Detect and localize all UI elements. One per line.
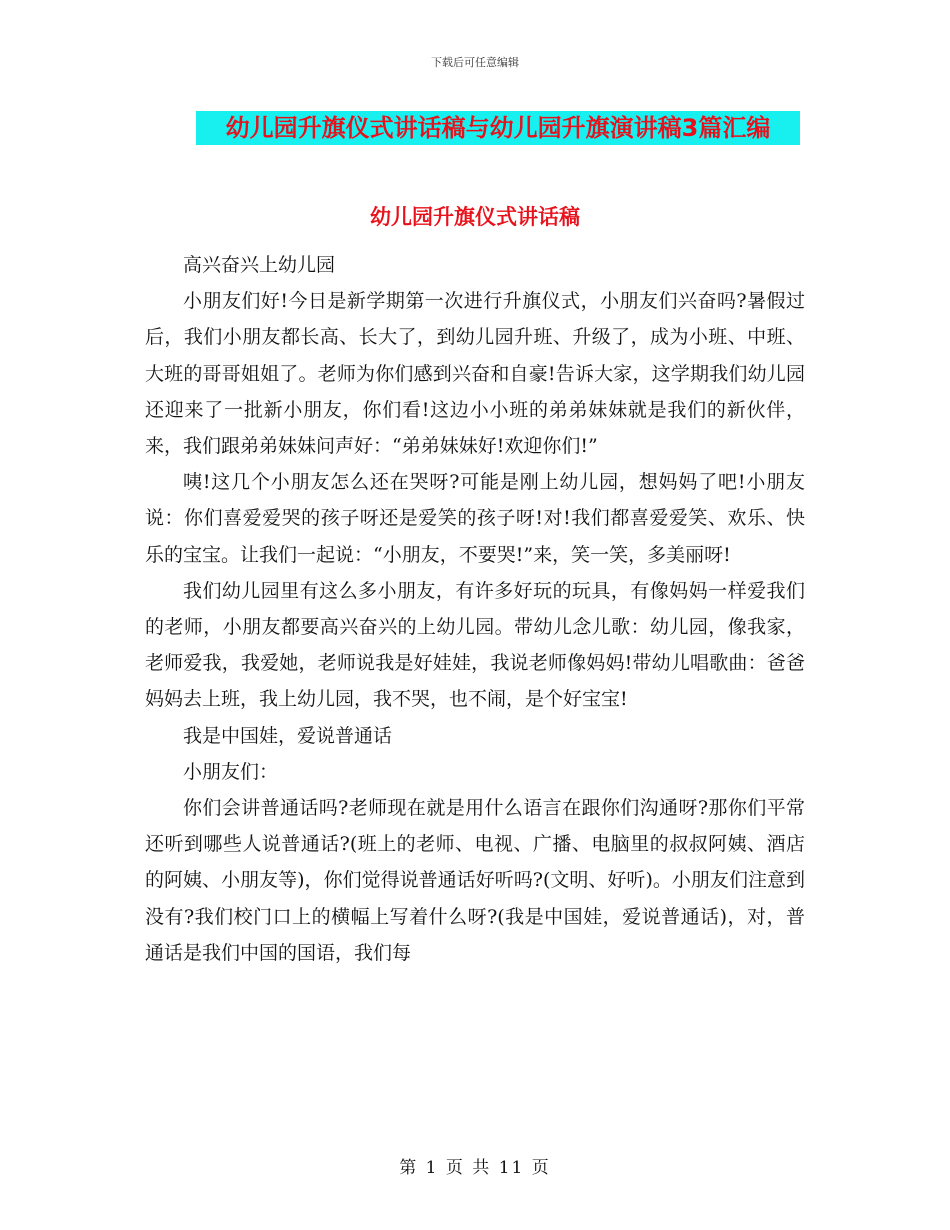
header-note: 下载后可任意编辑 — [431, 56, 519, 69]
paragraph: 你们会讲普通话吗?老师现在就是用什么语言在跟你们沟通呀?那你们平常还听到哪些人说普通话?(班上的老师、电视、广播、电脑里的叔叔阿姨、酒店的阿姨、小朋友等)，你们觉得说普通话好听吗?(文明、好听)。小朋友们注意到没有?我们校门口上的横幅上写着什么呀?(我是中国娃，爱说普通话)，对，普通话是我们中国的国语，我们每 — [145, 797, 805, 964]
paragraph: 我们幼儿园里有这么多小朋友，有许多好玩的玩具，有像妈妈一样爱我们的老师，小朋友都要高兴奋兴的上幼儿园。带幼儿念儿歌：幼儿园，像我家，老师爱我，我爱她，老师说我是好娃娃，我说老师像妈妈!带幼儿唱歌曲：爸爸妈妈去上班，我上幼儿园，我不哭，也不闹，是个好宝宝! — [145, 579, 805, 711]
paragraph: 小朋友们好!今日是新学期第一次进行升旗仪式，小朋友们兴奋吗?暑假过后，我们小朋友都长高、长大了，到幼儿园升班、升级了，成为小班、中班、大班的哥哥姐姐了。老师为你们感到兴奋和自豪!告诉大家，这学期我们幼儿园还迎来了一批新小朋友，你们看!这边小小班的弟弟妹妹就是我们的新伙伴，来，我们跟弟弟妹妹问声好：“弟弟妹妹好!欢迎你们!” — [145, 290, 805, 458]
page-number-footer: 第 1 页 共 11 页 — [399, 1158, 551, 1178]
paragraph-salutation: 小朋友们： — [183, 760, 279, 783]
body-text — [145, 247, 805, 971]
paragraph: 咦!这几个小朋友怎么还在哭呀?可能是刚上幼儿园，想妈妈了吧!小朋友说：你们喜爱爱哭的孩子呀还是爱笑的孩子呀!对!我们都喜爱爱笑、欢乐、快乐的宝宝。让我们一起说：“小朋友，不要哭!”来，笑一笑，多美丽呀! — [145, 471, 805, 566]
paragraph-subheading-1: 高兴奋兴上幼儿园 — [183, 254, 336, 276]
section-title: 幼儿园升旗仪式讲话稿 — [370, 205, 580, 229]
document-title: 幼儿园升旗仪式讲话稿与幼儿园升旗演讲稿3篇汇编 — [196, 111, 800, 145]
paragraph-subheading-2: 我是中国娃，爱说普通话 — [183, 724, 393, 747]
